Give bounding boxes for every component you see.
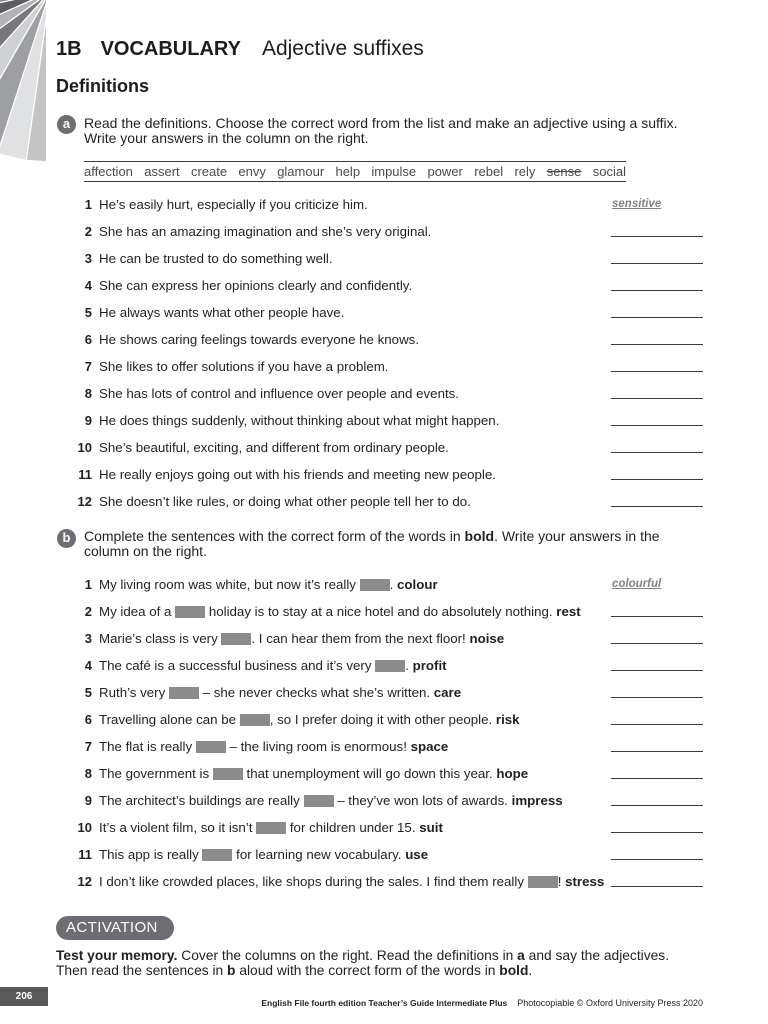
answer-blank-line <box>611 317 703 318</box>
answer-blank-line <box>611 371 703 372</box>
sentence-item <box>0 598 768 625</box>
answer-blank-line <box>611 832 703 833</box>
sentence-text <box>99 652 447 679</box>
sentence-after-gap: – the living room is enormous! <box>225 739 407 754</box>
text-run: aloud with the correct form of the words in <box>235 963 500 978</box>
answer-blank-line <box>611 506 703 507</box>
sentence-text <box>99 598 581 625</box>
item-number: 6 <box>84 712 92 727</box>
instruction-sentence: Write your answers in the column on the right. <box>84 130 369 146</box>
sentence-after-gap: – she never checks what she’s written. <box>198 685 431 700</box>
word-list-item: impulse <box>371 164 417 179</box>
definition-text: He always wants what other people have. <box>99 305 345 320</box>
answer-blank-line <box>611 290 703 291</box>
root-word: impress <box>511 793 563 808</box>
sentence-item <box>0 679 768 706</box>
sentence-text <box>99 679 461 706</box>
page-title <box>56 37 424 61</box>
answer-blank-line <box>611 344 703 345</box>
item-number: 2 <box>84 224 92 239</box>
item-number: 11 <box>78 847 92 862</box>
root-word: stress <box>565 874 605 889</box>
activation-sentence <box>56 963 669 978</box>
item-number: 8 <box>84 766 92 781</box>
definition-text: She’s beautiful, exciting, and different from ordinary people. <box>99 440 449 455</box>
word-list-item: envy <box>238 164 266 179</box>
answer-blank-line <box>611 479 703 480</box>
sentence-text <box>99 625 504 652</box>
item-number: 12 <box>77 874 92 889</box>
subsection-heading: Definitions <box>56 76 149 96</box>
gap-blank <box>256 822 286 834</box>
definition-text: She has an amazing imagination and she’s very original. <box>99 224 432 239</box>
answer-blank-line <box>611 643 703 644</box>
word-list <box>84 161 626 182</box>
root-word: colour <box>397 577 438 592</box>
definition-item <box>0 407 768 434</box>
exercise-letter: b <box>62 530 71 545</box>
definition-item <box>0 326 768 353</box>
sentence-before-gap: Travelling alone can be <box>99 712 236 727</box>
gap-blank <box>202 849 232 861</box>
word-list-item: create <box>190 164 228 179</box>
sentence-item <box>0 841 768 868</box>
footer-credits <box>261 997 703 1009</box>
word-list-item: social <box>592 164 626 179</box>
sentence-after-gap: holiday is to stay at a nice hotel and do absolutely nothing. <box>205 604 553 619</box>
definition-item <box>0 353 768 380</box>
word-list-item: rely <box>514 164 536 179</box>
sentence-after-gap: ! <box>557 874 562 889</box>
definition-text: He really enjoys going out with his friends and meeting new people. <box>99 467 496 482</box>
root-word: use <box>405 847 429 862</box>
definition-text: She has lots of control and influence over people and events. <box>99 386 459 401</box>
sentence-before-gap: The government is <box>99 766 210 781</box>
activation-text <box>56 948 669 978</box>
item-number: 5 <box>84 305 92 320</box>
item-number: 5 <box>84 685 92 700</box>
item-number: 10 <box>77 440 92 455</box>
definition-text: She doesn’t like rules, or doing what other people tell her to do. <box>99 494 471 509</box>
root-word: care <box>433 685 462 700</box>
answer-blank-line <box>611 724 703 725</box>
text-run: . <box>528 963 533 978</box>
item-number: 6 <box>84 332 92 347</box>
gap-blank <box>221 633 251 645</box>
definition-item <box>0 218 768 245</box>
definition-item <box>0 245 768 272</box>
exercise-a-badge <box>57 115 76 134</box>
topic-name: Adjective suffixes <box>261 37 424 60</box>
text-run: Cover the columns on the right. Read the definitions in <box>177 948 518 963</box>
item-number: 2 <box>84 604 92 619</box>
exercise-a-items <box>0 191 768 515</box>
sentence-text <box>99 706 520 733</box>
bold-text: Test your memory. <box>56 948 178 963</box>
root-word: risk <box>495 712 520 727</box>
sentence-after-gap: – they’ve won lots of awards. <box>333 793 508 808</box>
example-answer: sensitive <box>612 198 662 210</box>
sentence-item <box>0 868 768 895</box>
sentence-after-gap: that unemployment will go down this year. <box>242 766 493 781</box>
exercise-a-instructions <box>84 116 678 146</box>
definition-item <box>0 461 768 488</box>
item-number: 4 <box>84 278 92 293</box>
sentence-after-gap: for children under 15. <box>286 820 416 835</box>
root-word: profit <box>412 658 447 673</box>
answer-blank-line <box>611 616 703 617</box>
gap-blank <box>175 606 205 618</box>
sentence-before-gap: The café is a successful business and it’s very <box>99 658 372 673</box>
item-number: 12 <box>77 494 92 509</box>
gap-blank <box>240 714 270 726</box>
answer-blank-line <box>611 670 703 671</box>
definition-item <box>0 488 768 515</box>
root-word: space <box>410 739 449 754</box>
page-number: 206 <box>0 987 48 1006</box>
definition-item <box>0 272 768 299</box>
definition-text: She likes to offer solutions if you have a problem. <box>99 359 389 374</box>
gap-blank <box>169 687 199 699</box>
gap-blank <box>360 579 390 591</box>
sentence-text <box>99 733 448 760</box>
answer-blank-line <box>611 886 703 887</box>
item-number: 4 <box>84 658 92 673</box>
answer-blank-line <box>611 425 703 426</box>
word-list-item: affection <box>84 164 133 179</box>
answer-blank-line <box>611 859 703 860</box>
item-number: 3 <box>84 631 92 646</box>
bold-text: bold <box>464 528 495 544</box>
gap-blank <box>528 876 558 888</box>
word-list-item: assert <box>144 164 180 179</box>
instruction-sentence: Read the definitions. Choose the correct word from the list and make an adjective using a suffix. <box>84 115 678 131</box>
sentence-item <box>0 814 768 841</box>
sentence-before-gap: My living room was white, but now it’s really <box>99 577 356 592</box>
item-number: 9 <box>84 413 92 428</box>
text-run: . Write your answers in the column on the right. <box>84 528 660 559</box>
gap-blank <box>375 660 405 672</box>
sentence-after-gap: . <box>405 658 409 673</box>
example-answer: colourful <box>612 578 662 590</box>
definition-item <box>0 380 768 407</box>
sentence-text <box>99 787 563 814</box>
word-list-item: glamour <box>277 164 325 179</box>
root-word: rest <box>556 604 581 619</box>
definition-text: She can express her opinions clearly and confidently. <box>99 278 413 293</box>
item-number: 10 <box>77 820 92 835</box>
gap-blank <box>196 741 226 753</box>
section-name: VOCABULARY <box>100 38 241 60</box>
item-number: 1 <box>84 577 92 592</box>
activation-sentence <box>56 948 669 963</box>
sentence-item <box>0 706 768 733</box>
answer-blank-line <box>611 236 703 237</box>
exercise-b-instructions <box>84 529 689 559</box>
sentence-before-gap: The flat is really <box>99 739 193 754</box>
sentence-item <box>0 571 768 598</box>
gap-blank <box>304 795 334 807</box>
bold-text: a <box>517 948 525 963</box>
book-title: English File fourth edition Teacher’s Guide Intermediate Plus <box>261 998 508 1008</box>
definition-item <box>0 299 768 326</box>
exercise-b-items <box>0 571 768 895</box>
bold-text: b <box>227 963 236 978</box>
unit-code: 1B <box>56 38 82 60</box>
root-word: noise <box>469 631 505 646</box>
sentence-item <box>0 652 768 679</box>
activation-banner: ACTIVATION <box>56 916 174 940</box>
answer-blank-line <box>611 452 703 453</box>
sentence-before-gap: The architect’s buildings are really <box>99 793 300 808</box>
text-run: Then read the sentences in <box>56 963 228 978</box>
definition-text: He shows caring feelings towards everyone he knows. <box>99 332 420 347</box>
answer-blank-line <box>611 805 703 806</box>
sentence-text <box>99 571 438 598</box>
sentence-after-gap: , so I prefer doing it with other people. <box>269 712 493 727</box>
sentence-before-gap: It’s a violent film, so it isn’t <box>99 820 253 835</box>
root-word: suit <box>419 820 443 835</box>
root-word: hope <box>496 766 529 781</box>
sentence-item <box>0 787 768 814</box>
item-number: 1 <box>84 197 92 212</box>
word-list-item: rebel <box>474 164 504 179</box>
sentence-before-gap: My idea of a <box>99 604 172 619</box>
sentence-text <box>99 814 443 841</box>
sentence-after-gap: for learning new vocabulary. <box>232 847 402 862</box>
bold-text: bold <box>499 963 529 978</box>
gap-blank <box>213 768 243 780</box>
definition-item <box>0 191 768 218</box>
answer-blank-line <box>611 697 703 698</box>
sentence-item <box>0 733 768 760</box>
sentence-before-gap: Ruth’s very <box>99 685 166 700</box>
item-number: 7 <box>84 359 92 374</box>
item-number: 11 <box>78 467 92 482</box>
word-list-item-crossed-out: sense <box>546 164 582 179</box>
answer-blank-line <box>611 263 703 264</box>
exercise-b-badge <box>57 529 76 548</box>
sentence-before-gap: This app is really <box>99 847 199 862</box>
definition-text: He does things suddenly, without thinking about what might happen. <box>99 413 500 428</box>
item-number: 3 <box>84 251 92 266</box>
sentence-after-gap: . <box>389 577 394 592</box>
sentence-after-gap: . I can hear them from the next floor! <box>251 631 466 646</box>
sentence-item <box>0 760 768 787</box>
definition-text: He’s easily hurt, especially if you criticize him. <box>99 197 368 212</box>
decorative-fan-graphic <box>0 0 46 165</box>
sentence-text <box>99 868 604 895</box>
word-list-item: power <box>427 164 463 179</box>
definition-item <box>0 434 768 461</box>
sentence-text <box>99 760 528 787</box>
item-number: 7 <box>84 739 92 754</box>
text-run: Complete the sentences with the correct form of the words in <box>84 528 465 544</box>
sentence-item <box>0 625 768 652</box>
answer-blank-line <box>611 751 703 752</box>
answer-blank-line <box>611 778 703 779</box>
definition-text: He can be trusted to do something well. <box>99 251 333 266</box>
copyright-notice: Photocopiable © Oxford University Press 2020 <box>517 998 703 1008</box>
item-number: 9 <box>84 793 92 808</box>
text-run: and say the adjectives. <box>524 948 670 963</box>
sentence-before-gap: Marie’s class is very <box>99 631 218 646</box>
item-number: 8 <box>84 386 92 401</box>
answer-blank-line <box>611 398 703 399</box>
sentence-text <box>99 841 428 868</box>
word-list-item: help <box>335 164 361 179</box>
exercise-letter: a <box>62 116 71 131</box>
sentence-before-gap: I don’t like crowded places, like shops during the sales. I find them really <box>99 874 524 889</box>
